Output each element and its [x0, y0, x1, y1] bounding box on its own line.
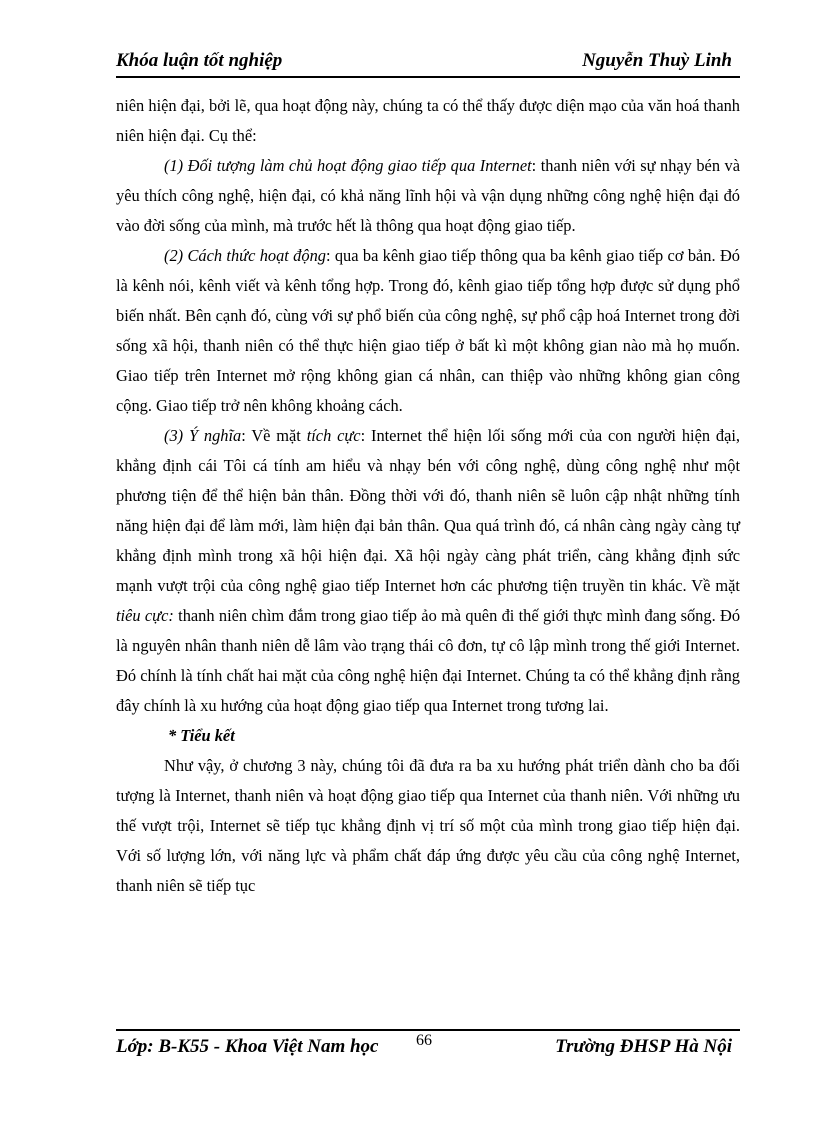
meaning-text-a: : Về mặt — [241, 426, 307, 445]
method-label: (2) Cách thức hoạt động — [164, 246, 326, 265]
page-number: 66 — [416, 1032, 432, 1049]
subject-label: (1) Đối tượng làm chủ hoạt động giao tiếp qua Internet — [164, 156, 532, 175]
footer-university: Trường ĐHSP Hà Nội — [555, 1036, 732, 1057]
subheading-summary: * Tiểu kết — [168, 726, 235, 745]
footer-divider — [116, 1029, 740, 1031]
meaning-label: (3) Ý nghĩa — [164, 426, 242, 445]
paragraph-summary: Như vậy, ở chương 3 này, chúng tôi đã đưa ra ba xu hướng phát triển dành cho ba đối tượng là Internet, thanh niên và hoạt động giao tiếp qua Internet của thanh niên. Với những ưu thế vượt trội, Internet sẽ tiếp tục khẳng định vị trí số một của mình trong giao tiếp hiện đại. Với số lượng lớn, với năng lực và phẩm chất đáp ứng được yêu cầu của công nghệ Internet, thanh niên sẽ tiếp tục — [116, 756, 740, 895]
subject-text: : thanh niên với sự nhạy bén và yêu thích công nghệ, hiện đại, có khả năng lĩnh hội và vận dụng những công nghệ hiện đại đó vào đời sống của mình, mà trước hết là thông qua hoạt động giao tiếp. — [116, 156, 740, 235]
paragraph-intro: niên hiện đại, bởi lẽ, qua hoạt động này, chúng ta có thể thấy được diện mạo của văn hoá thanh niên hiện đại. Cụ thể: — [116, 96, 740, 145]
paragraph-subject — [116, 151, 740, 241]
positive-label: tích cực — [306, 426, 361, 445]
header-thesis-title: Khóa luận tốt nghiệp — [116, 50, 283, 71]
footer-class-info: Lớp: B-K55 - Khoa Việt Nam học — [116, 1036, 379, 1057]
header-author-name: Nguyễn Thuỳ Linh — [582, 50, 732, 71]
document-body — [116, 91, 740, 901]
paragraph-meaning — [116, 421, 740, 721]
meaning-text-c: thanh niên chìm đắm trong giao tiếp ảo mà quên đi thế giới thực mình đang sống. Đó là nguyên nhân thanh niên dễ lâm vào trạng thái cô đơn, tự cô lập mình trong thế giới Internet. Đó chính là tính chất hai mặt của công nghệ hiện đại Internet. Chúng ta có thể khẳng định rằng đây chính là xu hướng của hoạt động giao tiếp qua Internet trong tương lai. — [116, 606, 741, 715]
method-text: : qua ba kênh giao tiếp thông qua ba kênh giao tiếp cơ bản. Đó là kênh nói, kênh viết và kênh tổng hợp. Trong đó, kênh giao tiếp tổng hợp được sử dụng phổ biến nhất. Bên cạnh đó, cùng với sự phổ biến của công nghệ, sự phổ cập hoá Internet trong đời sống xã hội, thanh niên có thể thực hiện giao tiếp ở bất kì một không gian nào mà họ muốn. Giao tiếp trên Internet mở rộng không gian cá nhân, can thiệp vào những không gian công cộng. Giao tiếp trở nên không khoảng cách. — [116, 246, 740, 415]
paragraph-method — [116, 241, 740, 421]
negative-label: tiêu cực: — [116, 606, 174, 625]
meaning-text-b: : Internet thể hiện lối sống mới của con người hiện đại, khẳng định cái Tôi cá tính am hiểu và nhạy bén với công nghệ, dùng công nghệ như một phương tiện để thể hiện bản thân. Đồng thời với đó, thanh niên sẽ luôn cập nhật những tính năng hiện đại để làm mới, làm hiện đại bản thân. Qua quá trình đó, cá nhân càng ngày càng tự khẳng định mình trong xã hội hiện đại. Xã hội ngày càng phát triển, càng khẳng định sức mạnh vượt trội của công nghệ giao tiếp Internet hơn các phương tiện truyền tin khác. Về mặt — [116, 426, 740, 595]
page-header — [116, 48, 740, 78]
